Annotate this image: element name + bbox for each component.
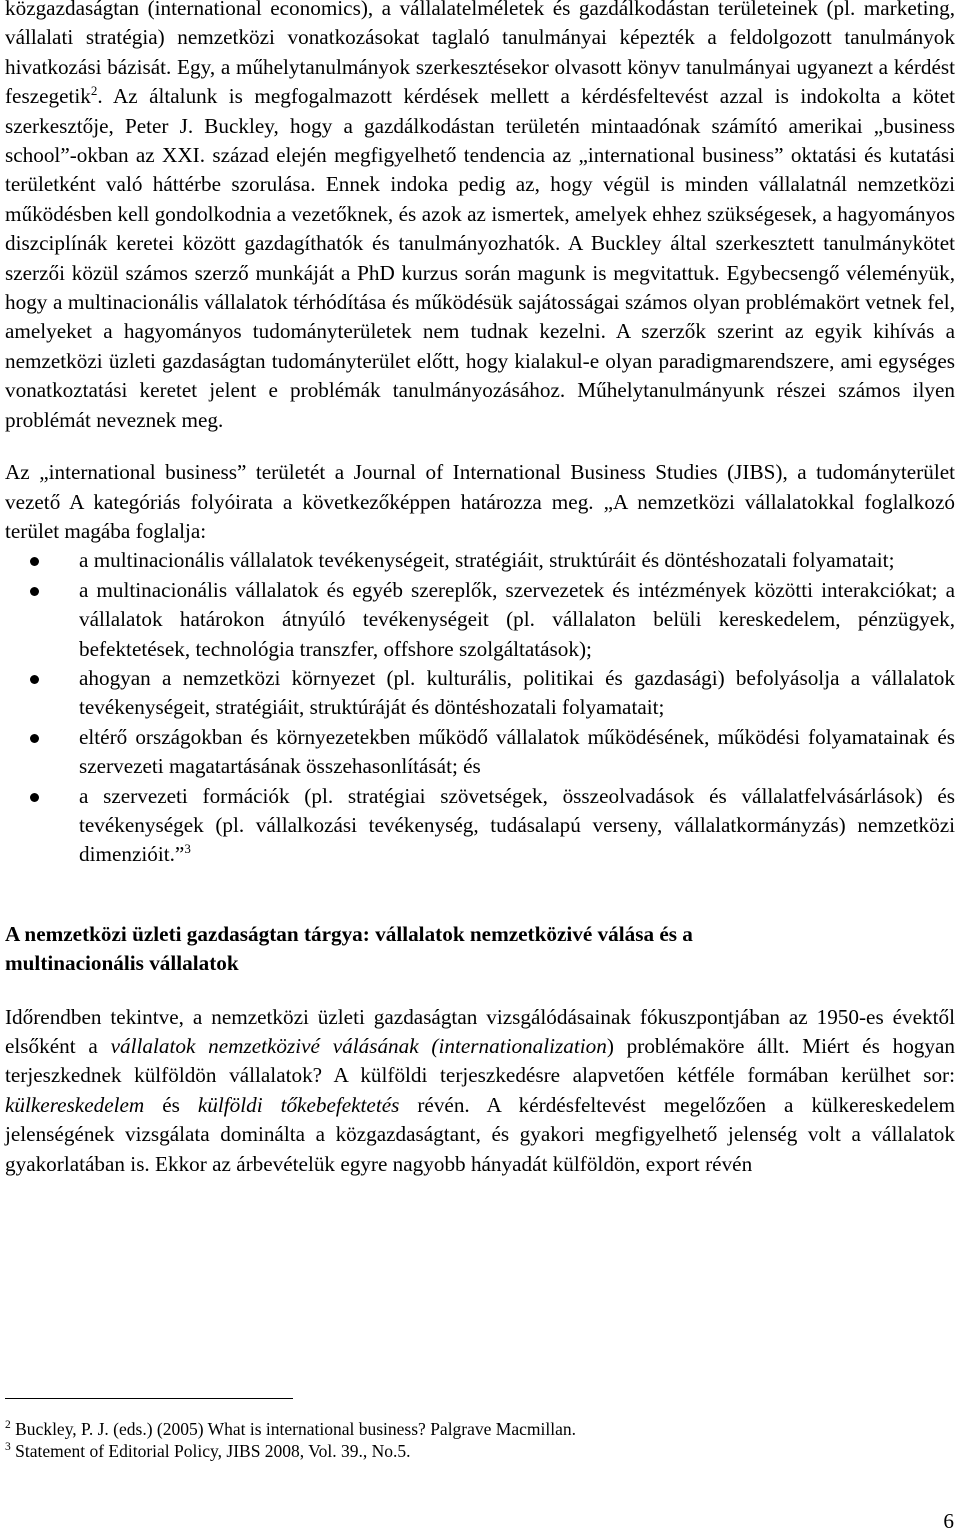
italic-term: külkereskedelem bbox=[5, 1092, 145, 1117]
footnote bbox=[5, 1418, 955, 1440]
bullet-icon bbox=[30, 587, 39, 596]
document-page bbox=[5, 0, 955, 1179]
footnote-reference[interactable]: 2 bbox=[90, 83, 98, 99]
paragraph-text: ) problémaköre állt. Miért és hogyan terjeszkednek külföldön vállalatok? A külföldi terjeszkedésre alapvetően kétféle formában kerülhet sor: bbox=[5, 1034, 955, 1088]
footnotes bbox=[5, 1418, 955, 1462]
paragraph-text: és bbox=[144, 1092, 198, 1117]
list-item bbox=[5, 576, 955, 664]
footnote-number: 3 bbox=[5, 1441, 11, 1453]
italic-term: vállalatok nemzetközivé válásának (internationalization bbox=[110, 1034, 607, 1058]
paragraph-text: . Az általunk is megfogalmazott kérdések mellett a kérdésfeltevést azzal is indokolta a kötet szerkesztője, Peter J. Buckley, hogy a gazdálkodástan területén mintaadónak számító amerikai „business school”-okban az XXI. század elején megfigyelhető tendencia az „international business” oktatási és kutatási területként való háttérbe szorulása. Ennek indoka pedig az, hogy végül is minden vállalatnál nemzetközi működésben kell gondolkodnia a vezetőknek, és azok az ismertek, amelyek ehhez szükségesek, a hagyományos diszciplínák keretei között gazdagíthatók és tanulmányozhatók. A Buckley által szerkesztett tanulmánykötet szerzői közül számos szerző munkáját a PhD kurzus során magunk is megvitattuk. Egybecsengő véleményük, hogy a multinacionális vállalatok térhódítása és működésük sajátosságai számos olyan problémakört vetnek fel, amelyeket a hagyományos tudományterületek nem tudnak kezelni. A szerzők szerint az egyik kihívás a nemzetközi üzleti gazdaságtan tudományterület előtt, hogy kialakul-e olyan paradigmarendszere, ami egységes vonatkoztatási keretet jelent e problémák tanulmányozásához. Műhelytanulmányunk részei számos ilyen problémát neveznek meg. bbox=[5, 84, 955, 432]
footnote-text: Buckley, P. J. (eds.) (2005) What is international business? Palgrave Macmillan. bbox=[15, 1419, 576, 1439]
list-item bbox=[5, 723, 955, 782]
paragraph-text: közgazdaságtan (international economics), a vállalatelméletek és gazdálkodástan területeinek (pl. marketing, vállalati stratégia) nemzetközi vonatkozásokat taglaló tanulmányai képezték a feldolgozott tanulmányok hivatkozási bázisát. Egy, a műhelytanulmányok szerkesztésekor olvasott könyv tanulmányai ugyanezt a kérdést feszegetik bbox=[5, 0, 955, 109]
bullet-icon bbox=[30, 557, 39, 566]
definition-bullet-list bbox=[5, 546, 955, 869]
section-heading bbox=[5, 920, 955, 979]
bullet-icon bbox=[30, 793, 39, 802]
paragraph-intro bbox=[5, 0, 955, 435]
footnote-reference[interactable]: 3 bbox=[184, 841, 191, 857]
footnote bbox=[5, 1440, 955, 1462]
footnote-separator bbox=[5, 1398, 293, 1399]
paragraph-text: révén. A kérdésfeltevést megelőzően a külkereskedelem jelenségének vizsgálata dominálta a közgazdaságtant, és gyakori megfigyelhető jelenség volt a vállalatok gyakorlatában is. Ekkor az árbevételük egyre nagyobb hányadát külföldön, export révén bbox=[5, 1092, 955, 1176]
paragraph-jibs-definition: Az „international business” területét a Journal of International Business Studies (JIBS), a tudományterület vezető A kategóriás folyóirata a következőképpen határozza meg. „A nemzetközi vállalatokkal foglalkozó terület magába foglalja: bbox=[5, 460, 955, 543]
page-number: 6 bbox=[943, 1509, 954, 1533]
bullet-icon bbox=[30, 675, 39, 684]
list-item-text: ahogyan a nemzetközi környezet (pl. kulturális, politikai és gazdasági) befolyásolja a vállalatok tevékenységeit, stratégiáit, struktúráját és döntéshozatali folyamatait; bbox=[79, 665, 955, 720]
footnote-number: 2 bbox=[5, 1419, 11, 1431]
heading-line: multinacionális vállalatok bbox=[5, 951, 239, 976]
paragraph-text: Időrendben tekintve, a nemzetközi üzleti gazdaságtan vizsgálódásainak fókuszpontjában az 1950-es évektől elsőként a bbox=[5, 1004, 955, 1058]
bullet-icon bbox=[30, 734, 39, 743]
list-item-text: a multinacionális vállalatok tevékenységeit, stratégiáit, struktúráit és döntéshozatali folyamatait; bbox=[79, 548, 895, 573]
list-item-text: a multinacionális vállalatok és egyéb szereplők, szervezetek és intézmények közötti interakciókat; a vállalatok határokon átnyúló tevékenységeit (pl. vállalaton belüli kereskedelem, pénzügyek, befektetések, technológia transzfer, offshore szolgáltatások); bbox=[79, 577, 955, 661]
list-item-text: eltérő országokban és környezetekben működő vállalatok működésének, működési folyamatainak és szervezeti magatartásának összehasonlítását; és bbox=[79, 724, 955, 779]
list-item bbox=[5, 664, 955, 723]
list-item bbox=[5, 546, 955, 575]
paragraph-internationalization bbox=[5, 1003, 955, 1179]
list-item bbox=[5, 782, 955, 870]
footnote-text: Statement of Editorial Policy, JIBS 2008, Vol. 39., No.5. bbox=[15, 1441, 411, 1461]
italic-term: külföldi tőkebefektetés bbox=[197, 1092, 400, 1117]
heading-line: A nemzetközi üzleti gazdaságtan tárgya: vállalatok nemzetközivé válása és a bbox=[5, 921, 693, 946]
list-item-text: a szervezeti formációk (pl. stratégiai szövetségek, összeolvadások és vállalatfelvásárlások) és tevékenységek (pl. vállalkozási tevékenység, tudásalapú verseny, vállalatkormányzás) nemzetközi dimenzióit.” bbox=[79, 783, 955, 867]
